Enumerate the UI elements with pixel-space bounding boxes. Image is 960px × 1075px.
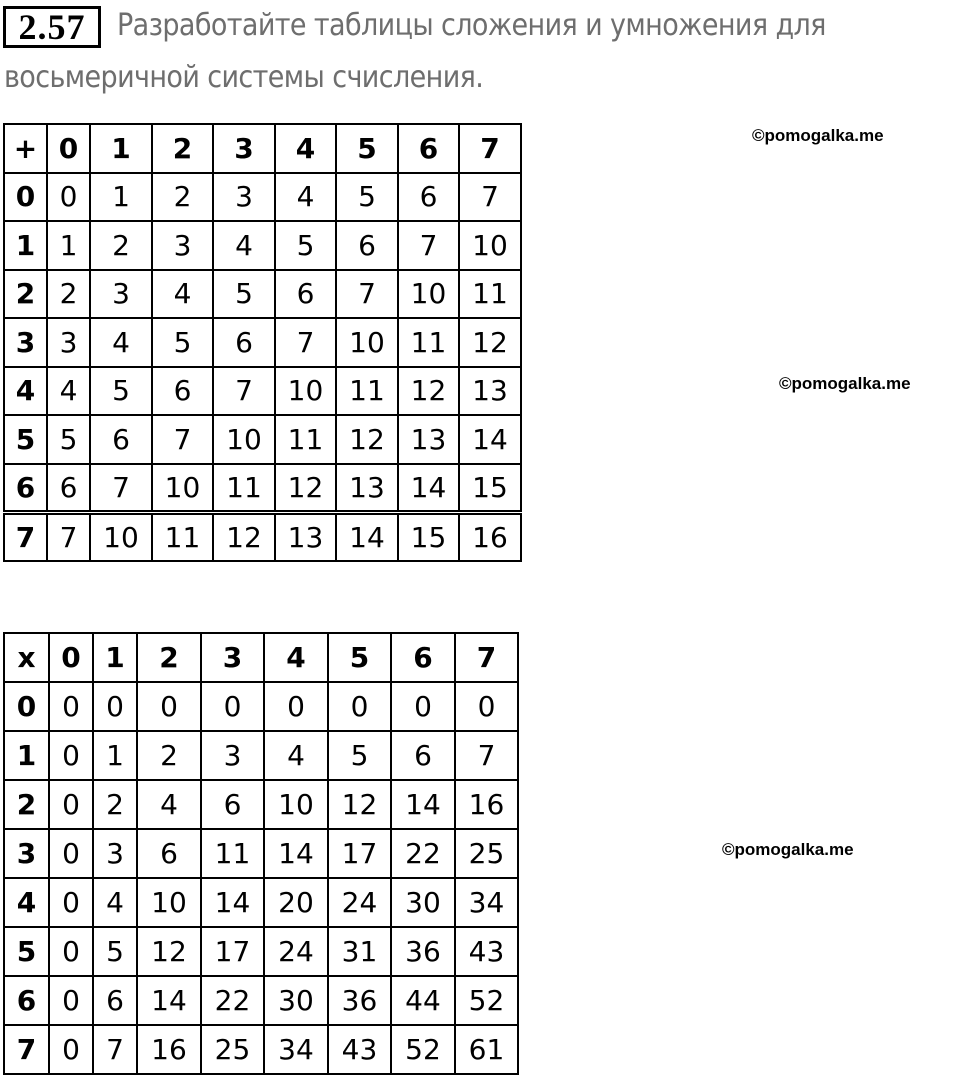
multiplication-cell: 0 — [49, 731, 93, 780]
addition-column-header: 3 — [213, 124, 275, 173]
multiplication-cell: 0 — [137, 682, 201, 731]
multiplication-cell: 20 — [264, 878, 328, 927]
addition-cell: 7 — [213, 367, 275, 416]
task-text-line-2: восьмеричной системы счисления. — [4, 60, 484, 95]
addition-row-header: 5 — [4, 415, 47, 464]
multiplication-cell: 3 — [93, 829, 137, 878]
multiplication-cell: 0 — [328, 682, 391, 731]
addition-cell: 4 — [213, 221, 275, 270]
multiplication-cell: 5 — [328, 731, 391, 780]
multiplication-cell: 3 — [201, 731, 264, 780]
addition-row — [4, 221, 521, 270]
addition-cell: 6 — [213, 318, 275, 367]
addition-cell: 6 — [398, 173, 459, 222]
addition-cell: 10 — [90, 512, 152, 561]
multiplication-cell: 0 — [455, 682, 518, 731]
multiplication-row-header: 5 — [4, 927, 49, 976]
multiplication-column-header: 7 — [455, 633, 518, 682]
multiplication-cell: 0 — [201, 682, 264, 731]
multiplication-cell: 5 — [93, 927, 137, 976]
multiplication-cell: 14 — [264, 829, 328, 878]
watermark: ©pomogalka.me — [722, 840, 854, 859]
addition-cell: 5 — [47, 415, 90, 464]
addition-cell: 10 — [459, 221, 521, 270]
addition-cell: 1 — [90, 173, 152, 222]
addition-cell: 6 — [275, 270, 336, 319]
multiplication-cell: 16 — [137, 1025, 201, 1074]
multiplication-row-header: 1 — [4, 731, 49, 780]
multiplication-row — [4, 731, 518, 780]
multiplication-column-header: 1 — [93, 633, 137, 682]
addition-operator-cell: + — [4, 124, 47, 173]
multiplication-row-header: 0 — [4, 682, 49, 731]
addition-row-header: 0 — [4, 173, 47, 222]
addition-cell: 6 — [90, 415, 152, 464]
multiplication-cell: 24 — [328, 878, 391, 927]
multiplication-cell: 43 — [455, 927, 518, 976]
addition-cell: 13 — [336, 464, 398, 513]
addition-cell: 14 — [336, 512, 398, 561]
addition-cell: 12 — [336, 415, 398, 464]
multiplication-cell: 17 — [201, 927, 264, 976]
addition-cell: 7 — [47, 512, 90, 561]
task-text-line-1: Разработайте таблицы сложения и умножения для — [117, 8, 826, 43]
multiplication-cell: 7 — [93, 1025, 137, 1074]
addition-cell: 7 — [152, 415, 213, 464]
addition-column-header: 7 — [459, 124, 521, 173]
addition-column-header: 4 — [275, 124, 336, 173]
multiplication-cell: 12 — [137, 927, 201, 976]
multiplication-column-header: 5 — [328, 633, 391, 682]
addition-cell: 16 — [459, 512, 521, 561]
addition-column-header: 6 — [398, 124, 459, 173]
addition-cell: 11 — [275, 415, 336, 464]
addition-table — [3, 123, 522, 562]
multiplication-cell: 10 — [137, 878, 201, 927]
addition-cell: 4 — [275, 173, 336, 222]
multiplication-cell: 61 — [455, 1025, 518, 1074]
addition-cell: 5 — [275, 221, 336, 270]
multiplication-cell: 22 — [201, 976, 264, 1025]
addition-cell: 5 — [152, 318, 213, 367]
addition-cell: 11 — [336, 367, 398, 416]
addition-row-header: 3 — [4, 318, 47, 367]
addition-cell: 12 — [275, 464, 336, 513]
addition-row — [4, 318, 521, 367]
addition-cell: 4 — [90, 318, 152, 367]
addition-cell: 10 — [152, 464, 213, 513]
addition-cell: 10 — [336, 318, 398, 367]
multiplication-cell: 4 — [137, 780, 201, 829]
addition-cell: 5 — [90, 367, 152, 416]
addition-cell: 5 — [213, 270, 275, 319]
addition-cell: 3 — [152, 221, 213, 270]
addition-cell: 10 — [275, 367, 336, 416]
addition-cell: 6 — [152, 367, 213, 416]
multiplication-row — [4, 1025, 518, 1074]
multiplication-row-header: 3 — [4, 829, 49, 878]
addition-cell: 3 — [47, 318, 90, 367]
addition-cell: 11 — [459, 270, 521, 319]
multiplication-cell: 14 — [137, 976, 201, 1025]
addition-cell: 14 — [398, 464, 459, 513]
addition-row-header: 7 — [4, 512, 47, 561]
multiplication-cell: 0 — [391, 682, 455, 731]
multiplication-cell: 14 — [391, 780, 455, 829]
watermark: ©pomogalka.me — [779, 374, 911, 393]
multiplication-row — [4, 682, 518, 731]
multiplication-cell: 17 — [328, 829, 391, 878]
addition-cell: 15 — [459, 464, 521, 513]
addition-cell: 2 — [152, 173, 213, 222]
addition-cell: 11 — [213, 464, 275, 513]
multiplication-cell: 43 — [328, 1025, 391, 1074]
addition-cell: 12 — [213, 512, 275, 561]
multiplication-column-header: 3 — [201, 633, 264, 682]
addition-cell: 13 — [398, 415, 459, 464]
multiplication-cell: 52 — [391, 1025, 455, 1074]
addition-column-header: 1 — [90, 124, 152, 173]
multiplication-column-header: 0 — [49, 633, 93, 682]
addition-cell: 10 — [213, 415, 275, 464]
multiplication-cell: 0 — [49, 682, 93, 731]
addition-cell: 7 — [90, 464, 152, 513]
multiplication-row — [4, 780, 518, 829]
multiplication-table — [3, 632, 519, 1075]
multiplication-row-header: 6 — [4, 976, 49, 1025]
multiplication-cell: 1 — [93, 731, 137, 780]
multiplication-row — [4, 976, 518, 1025]
addition-row-header: 1 — [4, 221, 47, 270]
addition-cell: 4 — [47, 367, 90, 416]
multiplication-column-header: 6 — [391, 633, 455, 682]
addition-cell: 4 — [152, 270, 213, 319]
multiplication-cell: 0 — [49, 878, 93, 927]
multiplication-cell: 0 — [49, 829, 93, 878]
addition-cell: 7 — [336, 270, 398, 319]
multiplication-cell: 31 — [328, 927, 391, 976]
multiplication-cell: 0 — [264, 682, 328, 731]
multiplication-cell: 2 — [93, 780, 137, 829]
multiplication-cell: 14 — [201, 878, 264, 927]
addition-cell: 2 — [90, 221, 152, 270]
multiplication-cell: 0 — [49, 927, 93, 976]
multiplication-cell: 0 — [49, 1025, 93, 1074]
addition-row — [4, 415, 521, 464]
multiplication-cell: 4 — [93, 878, 137, 927]
multiplication-cell: 6 — [391, 731, 455, 780]
multiplication-cell: 10 — [264, 780, 328, 829]
addition-cell: 2 — [47, 270, 90, 319]
multiplication-cell: 25 — [455, 829, 518, 878]
multiplication-cell: 44 — [391, 976, 455, 1025]
multiplication-column-header: 2 — [137, 633, 201, 682]
multiplication-column-header: 4 — [264, 633, 328, 682]
multiplication-row-header: 7 — [4, 1025, 49, 1074]
multiplication-cell: 11 — [201, 829, 264, 878]
addition-row-header: 6 — [4, 464, 47, 513]
addition-cell: 3 — [213, 173, 275, 222]
addition-cell: 1 — [47, 221, 90, 270]
addition-cell: 15 — [398, 512, 459, 561]
multiplication-header-row — [4, 633, 518, 682]
multiplication-cell: 12 — [328, 780, 391, 829]
multiplication-cell: 0 — [49, 780, 93, 829]
multiplication-row — [4, 878, 518, 927]
multiplication-cell: 24 — [264, 927, 328, 976]
multiplication-cell: 6 — [93, 976, 137, 1025]
multiplication-operator-cell: x — [4, 633, 49, 682]
multiplication-cell: 34 — [455, 878, 518, 927]
addition-row — [4, 464, 521, 513]
addition-row — [4, 367, 521, 416]
multiplication-row-header: 4 — [4, 878, 49, 927]
addition-cell: 12 — [459, 318, 521, 367]
multiplication-cell: 36 — [328, 976, 391, 1025]
multiplication-cell: 36 — [391, 927, 455, 976]
multiplication-cell: 22 — [391, 829, 455, 878]
multiplication-cell: 16 — [455, 780, 518, 829]
multiplication-row — [4, 927, 518, 976]
addition-cell: 5 — [336, 173, 398, 222]
addition-row — [4, 512, 521, 561]
multiplication-cell: 6 — [201, 780, 264, 829]
addition-cell: 10 — [398, 270, 459, 319]
multiplication-cell: 7 — [455, 731, 518, 780]
addition-cell: 7 — [398, 221, 459, 270]
addition-cell: 13 — [275, 512, 336, 561]
multiplication-cell: 6 — [137, 829, 201, 878]
addition-cell: 7 — [275, 318, 336, 367]
addition-cell: 3 — [90, 270, 152, 319]
multiplication-cell: 2 — [137, 731, 201, 780]
addition-column-header: 2 — [152, 124, 213, 173]
multiplication-cell: 25 — [201, 1025, 264, 1074]
multiplication-cell: 4 — [264, 731, 328, 780]
addition-cell: 11 — [398, 318, 459, 367]
multiplication-row — [4, 829, 518, 878]
multiplication-cell: 0 — [49, 976, 93, 1025]
addition-cell: 0 — [47, 173, 90, 222]
problem-number-box: 2.57 — [3, 6, 101, 48]
addition-header-row — [4, 124, 521, 173]
multiplication-cell: 30 — [391, 878, 455, 927]
addition-cell: 14 — [459, 415, 521, 464]
multiplication-cell: 0 — [93, 682, 137, 731]
addition-row-header: 4 — [4, 367, 47, 416]
addition-cell: 6 — [47, 464, 90, 513]
addition-column-header: 0 — [47, 124, 90, 173]
addition-row — [4, 173, 521, 222]
addition-cell: 13 — [459, 367, 521, 416]
addition-cell: 12 — [398, 367, 459, 416]
multiplication-cell: 52 — [455, 976, 518, 1025]
addition-column-header: 5 — [336, 124, 398, 173]
addition-cell: 6 — [336, 221, 398, 270]
addition-cell: 11 — [152, 512, 213, 561]
watermark: ©pomogalka.me — [752, 126, 884, 145]
addition-cell: 7 — [459, 173, 521, 222]
multiplication-cell: 30 — [264, 976, 328, 1025]
multiplication-row-header: 2 — [4, 780, 49, 829]
multiplication-cell: 34 — [264, 1025, 328, 1074]
addition-row — [4, 270, 521, 319]
addition-row-header: 2 — [4, 270, 47, 319]
